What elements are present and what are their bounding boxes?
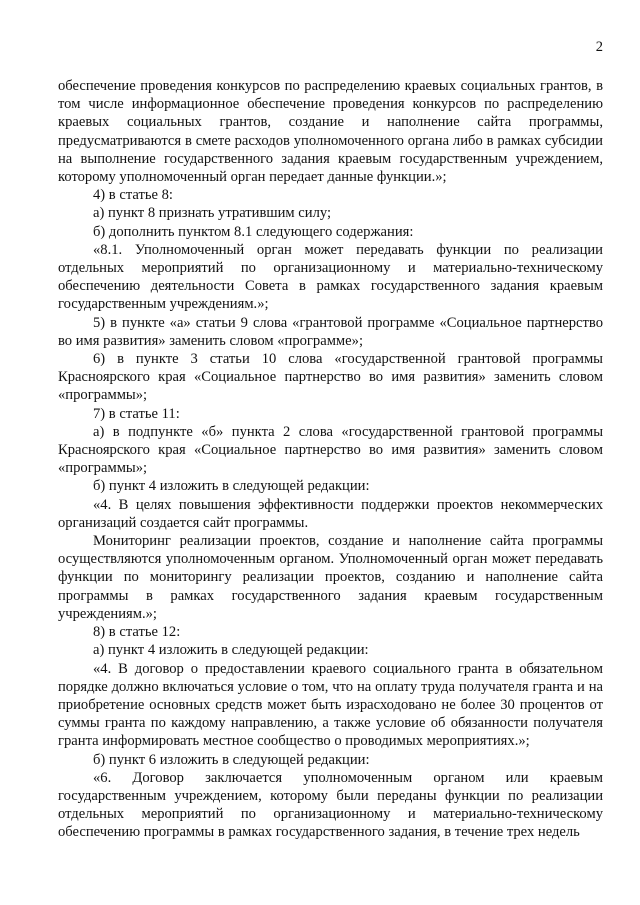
paragraph: 5) в пункте «а» статьи 9 слова «грантовой программе «Социальное партнерство во имя развития» заменить словом «программе»; bbox=[58, 314, 603, 349]
paragraph: 7) в статье 11: bbox=[93, 405, 180, 422]
page-number: 2 bbox=[595, 39, 603, 55]
paragraph: б) пункт 4 изложить в следующей редакции: bbox=[93, 478, 370, 495]
paragraph: 4) в статье 8: bbox=[93, 187, 173, 204]
paragraph: 8) в статье 12: bbox=[93, 624, 181, 641]
paragraph: б) пункт 6 изложить в следующей редакции: bbox=[93, 751, 370, 768]
document-body bbox=[58, 77, 603, 842]
paragraph: а) пункт 8 признать утратившим силу; bbox=[93, 205, 332, 222]
paragraph: б) дополнить пунктом 8.1 следующего содержания: bbox=[93, 223, 414, 240]
paragraph: а) пункт 4 изложить в следующей редакции: bbox=[93, 642, 369, 659]
paragraph: «4. В договор о предоставлении краевого социального гранта в обязательном порядке должно включаться условие о том, что на оплату труда получателя гранта и на приобретение основных средств может быть израсходовано не более 30 процентов от суммы гранта по каждому направлению, а также условие об обязанности получателя гранта информировать местное сообщество о проводимых мероприятиях.»; bbox=[58, 660, 603, 750]
paragraph: «6. Договор заключается уполномоченным органом или краевым государственным учреждением, которому были переданы функции по реализации отдельных мероприятий по организационному и материально-техническому обеспечению программы в рамках государственного задания, в течение трех недель bbox=[58, 769, 603, 841]
paragraph: 6) в пункте 3 статьи 10 слова «государственной грантовой программы Красноярского края «Социальное партнерство во имя развития» заменить словом «программы»; bbox=[58, 351, 603, 404]
paragraph: «8.1. Уполномоченный орган может передавать функции по реализации отдельных мероприятий по организационному и материально-техническому обеспечению деятельности Совета в рамках государственного задания краевым государственным учреждениям.»; bbox=[58, 241, 603, 313]
paragraph: обеспечение проведения конкурсов по распределению краевых социальных грантов, в том числе информационное обеспечение проведения конкурсов по распределению краевых социальных грантов, создание и наполнение сайта программы, предусматриваются в смете расходов уполномоченного органа либо в рамках субсидии на выполнение государственного задания краевым государственным учреждением, которому уполномоченный орган передает данные функции.»; bbox=[58, 78, 603, 186]
paragraph: а) в подпункте «б» пункта 2 слова «государственной грантовой программы Красноярского края «Социальное партнерство во имя развития» заменить словом «программы»; bbox=[58, 423, 603, 477]
paragraph: Мониторинг реализации проектов, создание и наполнение сайта программы осуществляются уполномоченным органом. Уполномоченный орган может передавать функции по мониторингу реализации проектов, созданию и наполнение сайта программы в рамках государственного задания краевым государственным учреждениям.»; bbox=[58, 533, 603, 622]
paragraph: «4. В целях повышения эффективности поддержки проектов некоммерческих организаций создается сайт программы. bbox=[58, 496, 603, 531]
